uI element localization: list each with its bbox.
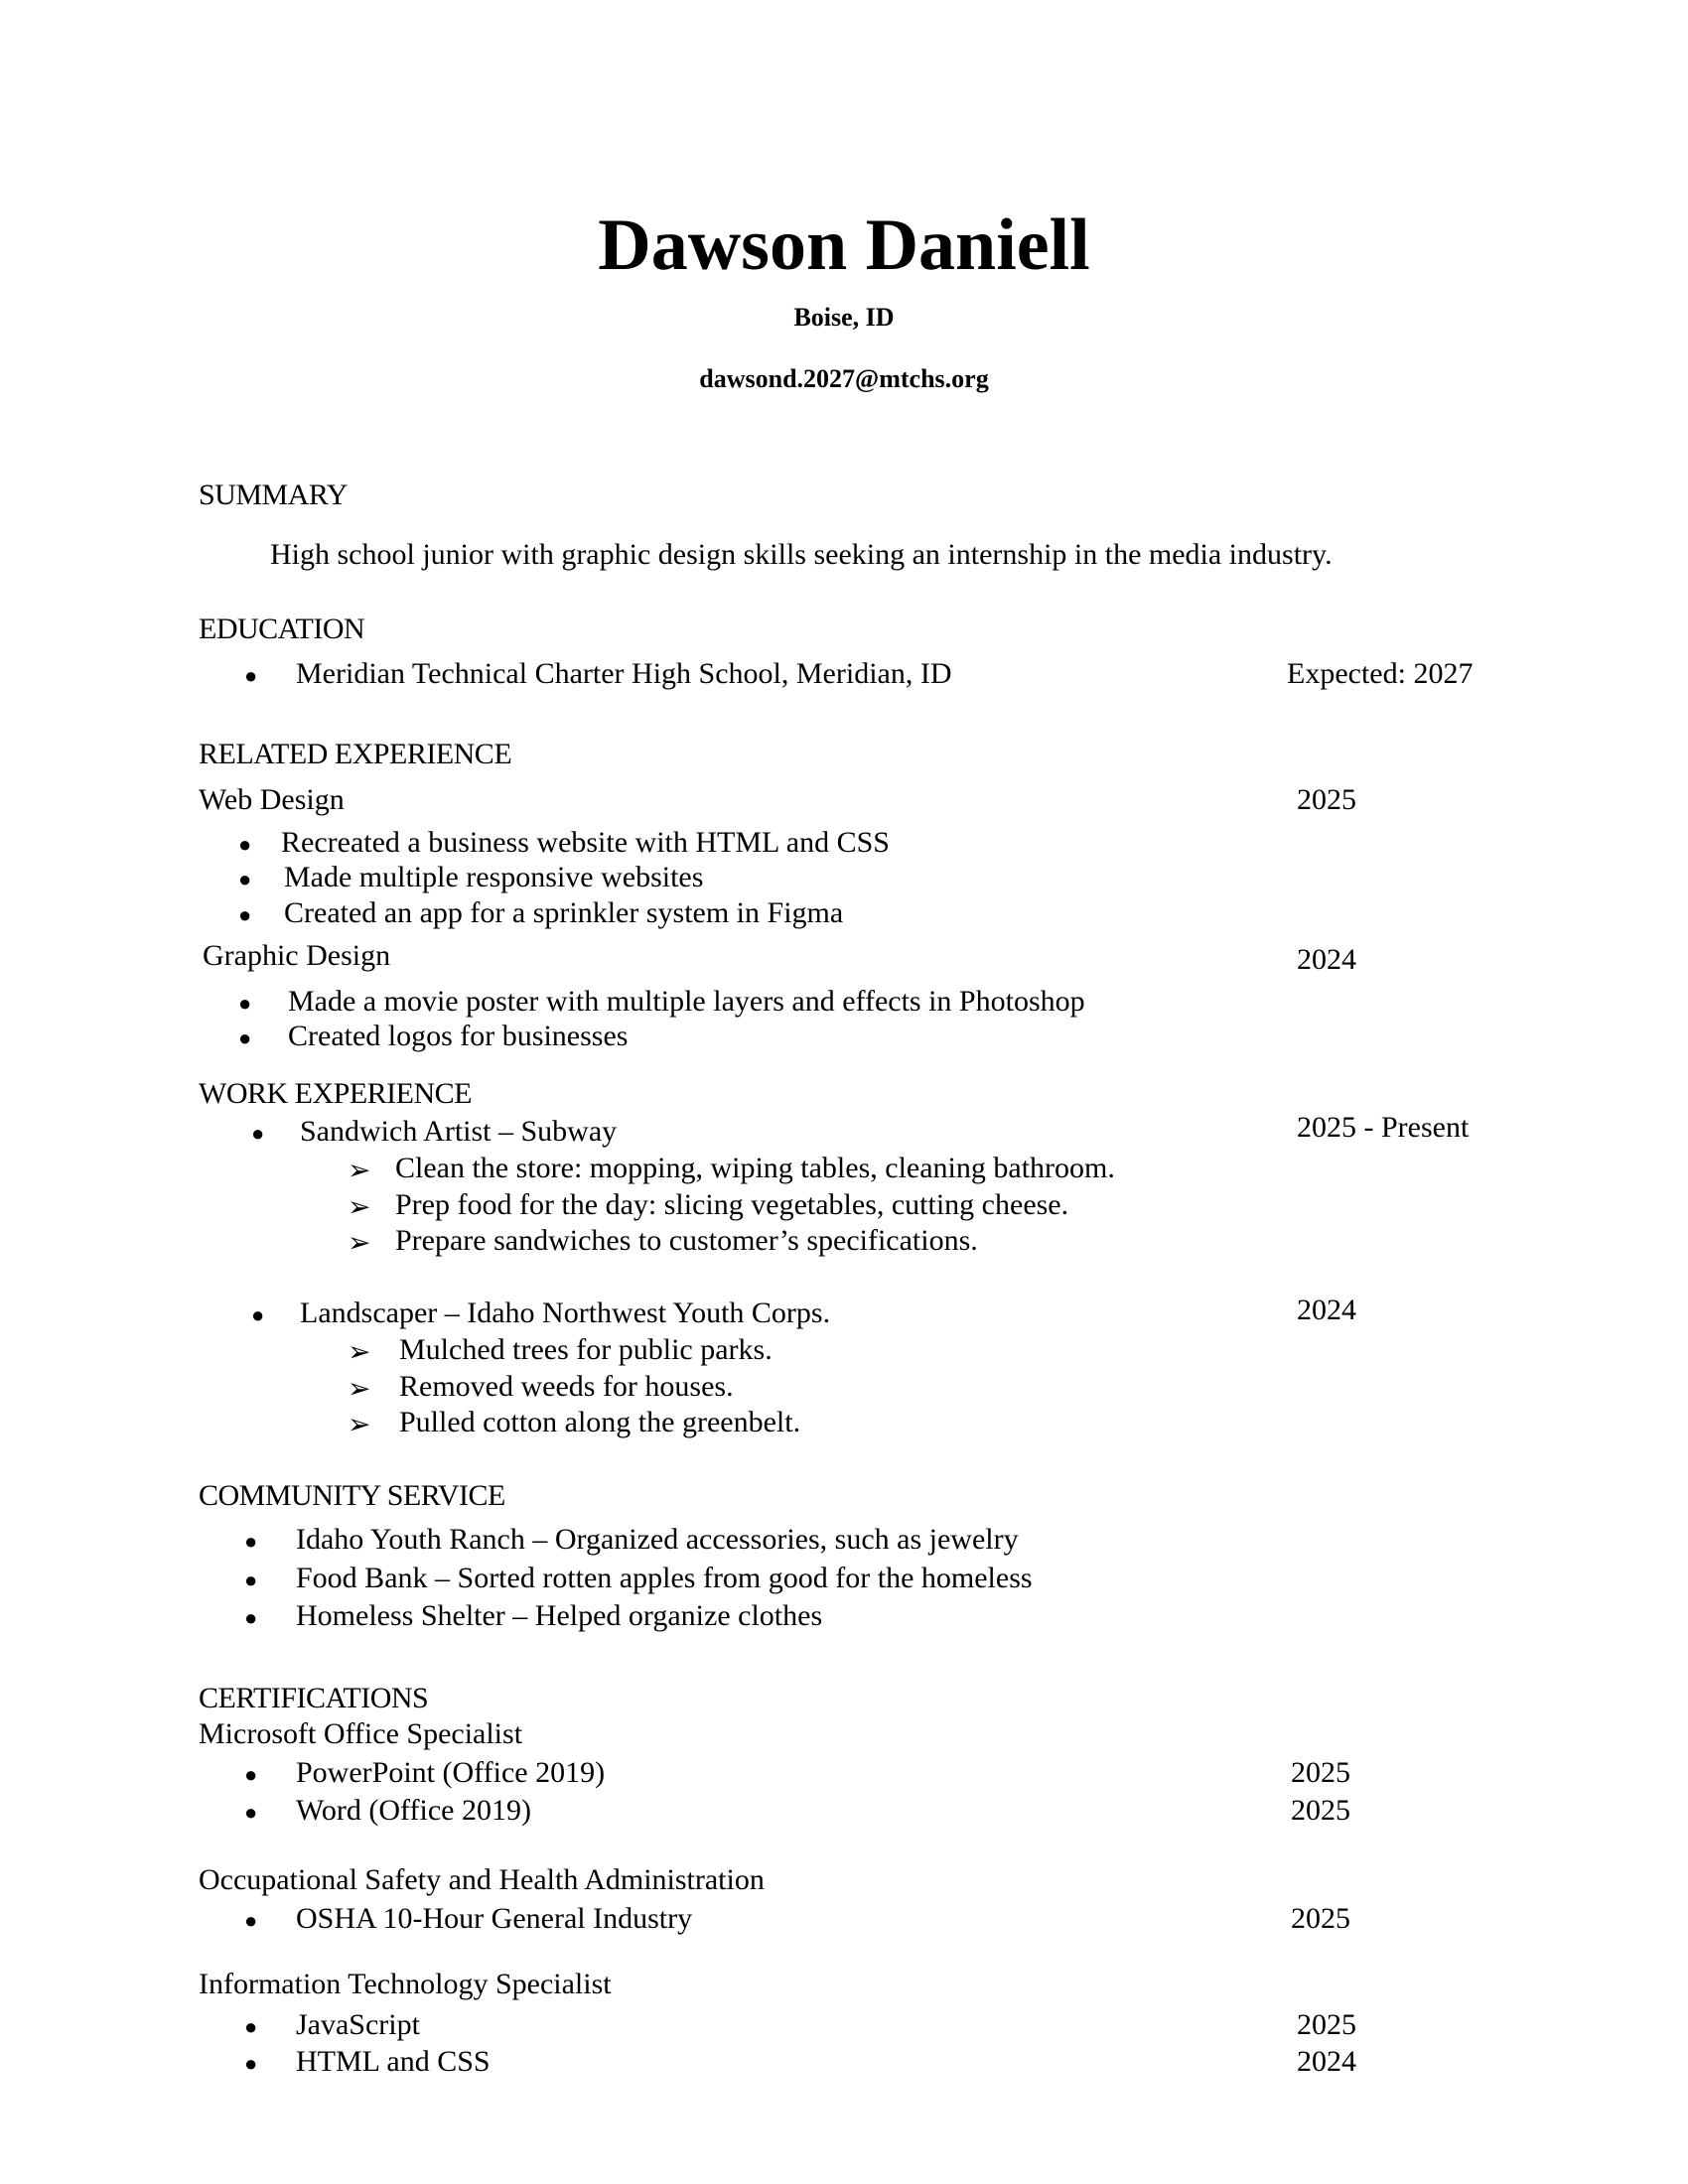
bullet-icon: ● xyxy=(244,1800,258,1825)
bullet-icon: ● xyxy=(244,1568,258,1592)
cert-date: 2025 xyxy=(1291,1794,1350,1827)
cert-date: 2025 xyxy=(1291,1756,1350,1789)
job-task: Clean the store: mopping, wiping tables, cleaning bathroom. xyxy=(395,1152,1115,1184)
related-item: Made a movie poster with multiple layers and effects in Photoshop xyxy=(288,985,1085,1018)
section-heading-related-experience: RELATED EXPERIENCE xyxy=(199,738,512,770)
bullet-icon: ● xyxy=(238,902,252,927)
bullet-icon: ● xyxy=(251,1302,265,1327)
section-heading-community-service: COMMUNITY SERVICE xyxy=(199,1479,505,1512)
related-group-date: 2025 xyxy=(1297,783,1356,816)
bullet-icon: ● xyxy=(244,1762,258,1787)
community-item: Idaho Youth Ranch – Organized accessories, such as jewelry xyxy=(296,1523,1019,1556)
related-group-title: Web Design xyxy=(199,783,345,816)
arrow-bullet-icon: ➢ xyxy=(348,1337,371,1368)
cert-item: PowerPoint (Office 2019) xyxy=(296,1756,606,1789)
job-date: 2024 xyxy=(1297,1294,1356,1326)
bullet-icon: ● xyxy=(244,1529,258,1554)
job-task: Prep food for the day: slicing vegetables, cutting cheese. xyxy=(395,1188,1069,1221)
related-item: Created an app for a sprinkler system in Figma xyxy=(284,896,844,929)
job-title: Sandwich Artist – Subway xyxy=(300,1115,618,1148)
cert-item: JavaScript xyxy=(296,2008,420,2041)
education-date: Expected: 2027 xyxy=(1287,657,1474,690)
cert-item: Word (Office 2019) xyxy=(296,1794,531,1827)
related-item: Created logos for businesses xyxy=(288,1020,629,1052)
arrow-bullet-icon: ➢ xyxy=(348,1156,371,1186)
section-heading-education: EDUCATION xyxy=(199,613,365,645)
community-item: Homeless Shelter – Helped organize clothes xyxy=(296,1599,823,1632)
arrow-bullet-icon: ➢ xyxy=(348,1192,371,1223)
bullet-icon: ● xyxy=(244,1605,258,1630)
bullet-icon: ● xyxy=(244,2014,258,2039)
cert-group-title: Occupational Safety and Health Administration xyxy=(199,1863,765,1896)
bullet-icon: ● xyxy=(244,663,258,688)
bullet-icon: ● xyxy=(238,1025,252,1050)
location: Boise, ID xyxy=(793,303,895,332)
bullet-icon: ● xyxy=(238,867,252,891)
related-group-date: 2024 xyxy=(1297,943,1356,976)
section-heading-work-experience: WORK EXPERIENCE xyxy=(199,1077,472,1110)
bullet-icon: ● xyxy=(238,832,252,857)
job-task: Removed weeds for houses. xyxy=(399,1370,734,1403)
job-title: Landscaper – Idaho Northwest Youth Corps. xyxy=(300,1297,831,1329)
job-task: Prepare sandwiches to customer’s specifications. xyxy=(395,1224,978,1257)
email: dawsond.2027@mtchs.org xyxy=(699,364,989,393)
cert-date: 2025 xyxy=(1291,1902,1350,1935)
related-item: Made multiple responsive websites xyxy=(284,861,704,893)
section-heading-summary: SUMMARY xyxy=(199,478,348,511)
arrow-bullet-icon: ➢ xyxy=(348,1228,371,1259)
cert-date: 2024 xyxy=(1297,2045,1356,2078)
education-school: Meridian Technical Charter High School, Meridian, ID xyxy=(296,657,952,690)
section-heading-certifications: CERTIFICATIONS xyxy=(199,1682,429,1714)
related-item: Recreated a business website with HTML and CSS xyxy=(281,826,890,859)
arrow-bullet-icon: ➢ xyxy=(348,1374,371,1405)
related-group-title: Graphic Design xyxy=(203,939,391,972)
cert-group-title: Information Technology Specialist xyxy=(199,1968,612,2000)
arrow-bullet-icon: ➢ xyxy=(348,1410,371,1440)
community-item: Food Bank – Sorted rotten apples from good for the homeless xyxy=(296,1562,1033,1594)
bullet-icon: ● xyxy=(238,991,252,1016)
resume-name: Dawson Daniell xyxy=(598,205,1090,286)
summary-text: High school junior with graphic design skills seeking an internship in the media industry. xyxy=(270,538,1333,571)
job-date: 2025 - Present xyxy=(1297,1111,1470,1144)
cert-group-title: Microsoft Office Specialist xyxy=(199,1717,523,1750)
bullet-icon: ● xyxy=(244,1908,258,1933)
job-task: Mulched trees for public parks. xyxy=(399,1333,773,1366)
bullet-icon: ● xyxy=(251,1121,265,1146)
job-task: Pulled cotton along the greenbelt. xyxy=(399,1406,801,1438)
bullet-icon: ● xyxy=(244,2051,258,2076)
cert-date: 2025 xyxy=(1297,2008,1356,2041)
cert-item: HTML and CSS xyxy=(296,2045,491,2078)
cert-item: OSHA 10-Hour General Industry xyxy=(296,1902,693,1935)
